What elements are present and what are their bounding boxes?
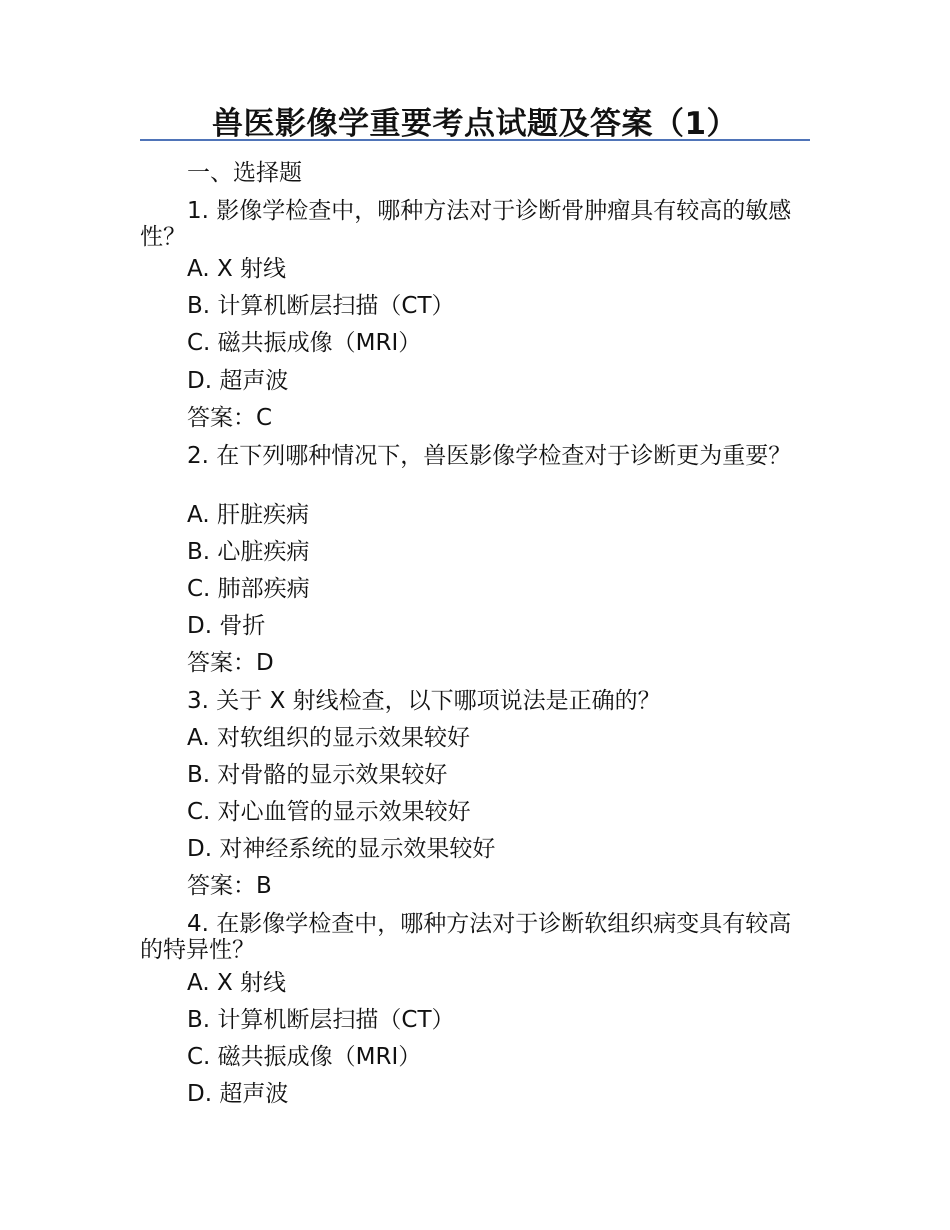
question-2-option-b: B. 心脏疾病 xyxy=(187,539,310,565)
question-1-option-c: C. 磁共振成像（MRI） xyxy=(187,330,422,356)
question-2-stem: 2. 在下列哪种情况下，兽医影像学检查对于诊断更为重要？ xyxy=(187,443,792,469)
question-4-option-a: A. X 射线 xyxy=(187,970,287,996)
question-1-stem: 1. 影像学检查中，哪种方法对于诊断骨肿瘤具有较高的敏感性？ xyxy=(140,198,792,250)
question-2-option-d: D. 骨折 xyxy=(187,613,266,639)
question-1-option-a: A. X 射线 xyxy=(187,256,287,282)
document-title: 兽医影像学重要考点试题及答案（1） xyxy=(211,106,739,142)
question-4-option-d: D. 超声波 xyxy=(187,1081,289,1107)
question-4-option-c: C. 磁共振成像（MRI） xyxy=(187,1044,422,1070)
question-3-answer: 答案：B xyxy=(187,873,272,899)
question-4-stem: 4. 在影像学检查中，哪种方法对于诊断软组织病变具有较高的特异性？ xyxy=(140,911,792,963)
question-2-option-a: A. 肝脏疾病 xyxy=(187,502,309,528)
question-1-answer: 答案：C xyxy=(187,405,273,431)
question-3-option-c: C. 对心血管的显示效果较好 xyxy=(187,799,471,825)
question-4-option-b: B. 计算机断层扫描（CT） xyxy=(187,1007,455,1033)
question-3-option-a: A. 对软组织的显示效果较好 xyxy=(187,725,470,751)
question-1-option-b: B. 计算机断层扫描（CT） xyxy=(187,293,455,319)
title-underline xyxy=(140,139,810,141)
question-2-answer: 答案：D xyxy=(187,650,274,676)
question-3-stem: 3. 关于 X 射线检查，以下哪项说法是正确的？ xyxy=(187,688,661,714)
question-1-option-d: D. 超声波 xyxy=(187,368,289,394)
question-2-option-c: C. 肺部疾病 xyxy=(187,576,310,602)
question-3-option-d: D. 对神经系统的显示效果较好 xyxy=(187,836,496,862)
section-heading: 一、选择题 xyxy=(187,160,302,186)
question-3-option-b: B. 对骨骼的显示效果较好 xyxy=(187,762,448,788)
